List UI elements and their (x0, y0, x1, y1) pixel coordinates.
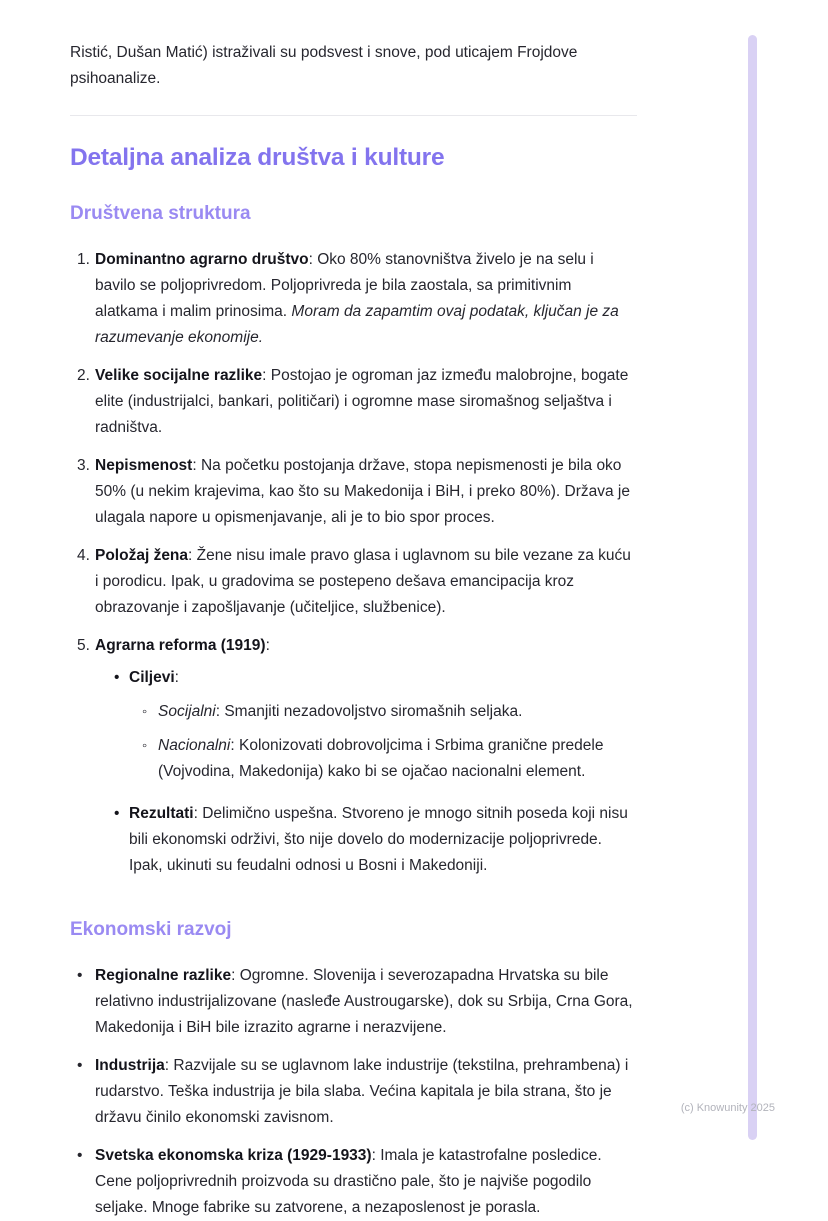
circle-bullet-icon: ◦ (142, 704, 148, 720)
scrollbar[interactable] (748, 35, 757, 1140)
bullet-icon: • (77, 1147, 83, 1164)
item-text: : Imala je katastrofalne posledice. Cene poljoprivrednih proizvoda su drastično pale, što je najviše pogodilo seljake. Mnoge fabrike su zatvorene, a nezaposlenost je porasla. (95, 1147, 602, 1216)
sublist-item-text (158, 699, 637, 725)
list-item-text (95, 963, 637, 1041)
watermark: (c) Knowunity 2025 (680, 1102, 775, 1114)
item-term: Velike socijalne razlike (95, 367, 263, 384)
item-term: Položaj žena (95, 547, 189, 564)
list-number: 3. (77, 457, 90, 474)
list-number: 5. (77, 637, 90, 654)
section-heading-social-structure: Društvena struktura (70, 203, 251, 224)
item-text: : Delimično uspešna. Stvoreno je mnogo sitnih poseda koji nisu bili ekonomski održivi, što nije dovelo do modernizacije poljoprivrede. Ipak, ukinuti su feudalni odnosi u Bosni i Makedoniji. (129, 805, 628, 874)
item-text: : Postojao je ogroman jaz između malobrojne, bogate elite (industrijalci, bankari, političari) i ogromne mase siromašnog seljaštva i radništva. (95, 367, 629, 436)
list-item-text (95, 363, 637, 441)
item-text: : Žene nisu imale pravo glasa i uglavnom su bile vezane za kuću i porodicu. Ipak, u gradovima se postepeno dešava emancipacija kroz obrazovanje i zapošljavanje (učiteljice, službenice). (95, 547, 631, 616)
item-text: : Razvijale su se uglavnom lake industrije (tekstilna, prehrambena) i rudarstvo. Teška industrija je bila slaba. Većina kapitala je bila strana, što je državu činilo ekonomski zavisnom. (95, 1057, 629, 1126)
item-text: : Kolonizovati dobrovoljcima i Srbima granične predele (Vojvodina, Makedonija) kako bi se ojačao nacionalni element. (158, 737, 604, 780)
sublist-item-goals (95, 665, 637, 691)
goals-sublist (95, 699, 637, 785)
bullet-icon: • (114, 669, 120, 686)
bullet-icon: • (77, 1057, 83, 1074)
circle-bullet-icon: ◦ (142, 738, 148, 754)
sublist-item-results (95, 801, 637, 879)
item-term: Svetska ekonomska kriza (1929-1933) (95, 1147, 372, 1164)
list-item-agrarian-reform (70, 633, 637, 879)
social-structure-list (70, 247, 637, 879)
economy-list (70, 963, 637, 1221)
item-term: Rezultati (129, 805, 194, 822)
list-item (70, 1143, 637, 1221)
intro-paragraph: Ristić, Dušan Matić) istraživali su podsvest i snove, pod uticajem Frojdove psihoanalize. (70, 44, 578, 87)
list-item (70, 363, 637, 441)
section-divider (70, 115, 637, 116)
list-item-text (95, 1143, 637, 1221)
list-number: 2. (77, 367, 90, 384)
document-content (70, 40, 637, 1221)
item-text: : Oko 80% stanovništva živelo je na selu i bavilo se poljoprivredom. Poljoprivreda je bila zaostala, sa primitivnim alatkama i malim prinosima. (95, 251, 594, 320)
sublist-item (95, 733, 637, 785)
list-item (70, 453, 637, 531)
list-item (70, 963, 637, 1041)
list-item (70, 1053, 637, 1131)
bullet-icon: • (77, 967, 83, 984)
sublist-item-text (158, 733, 637, 785)
item-text: : (265, 637, 270, 654)
list-number: 1. (77, 251, 90, 268)
item-lead-italic: Nacionalni (158, 737, 231, 754)
page-title: Detaljna analiza društva i kulture (70, 144, 445, 171)
item-term: Industrija (95, 1057, 165, 1074)
item-text: : Smanjiti nezadovoljstvo siromašnih seljaka. (215, 703, 523, 720)
list-item-text (95, 453, 637, 531)
item-term: Regionalne razlike (95, 967, 232, 984)
list-item-text (95, 247, 637, 351)
item-term: Nepismenost (95, 457, 193, 474)
list-item (70, 247, 637, 351)
sublist-item-text (129, 801, 637, 879)
list-item-text (95, 543, 637, 621)
item-term: Dominantno agrarno društvo (95, 251, 309, 268)
item-term: Ciljevi (129, 669, 175, 686)
bullet-icon: • (114, 805, 120, 822)
list-item-text (95, 1053, 637, 1131)
sublist-item (95, 699, 637, 725)
section-heading-economy: Ekonomski razvoj (70, 919, 232, 940)
item-term: Agrarna reforma (1919) (95, 637, 266, 654)
item-text: : (174, 669, 179, 686)
agrarian-sublist (95, 665, 637, 879)
list-number: 4. (77, 547, 90, 564)
list-item-body (95, 633, 637, 879)
list-item-text (95, 633, 637, 659)
list-item (70, 543, 637, 621)
item-text: : Na početku postojanja države, stopa nepismenosti je bila oko 50% (u nekim krajevima, kao što su Makedonija i BiH, i preko 80%). Država je ulagala napore u opismenjavanje, ali je to bio spor proces. (95, 457, 630, 526)
sublist-item-text (129, 665, 637, 691)
item-lead-italic: Socijalni (158, 703, 216, 720)
item-text: : Ogromne. Slovenija i severozapadna Hrvatska su bile relativno industrijalizovane (nasleđe Austrougarske), dok su Srbija, Crna Gora, Makedonija i BiH bile izrazito agrarne i nerazvijene. (95, 967, 633, 1036)
item-note-italic: Moram da zapamtim ovaj podatak, ključan je za razumevanje ekonomije. (95, 303, 619, 346)
